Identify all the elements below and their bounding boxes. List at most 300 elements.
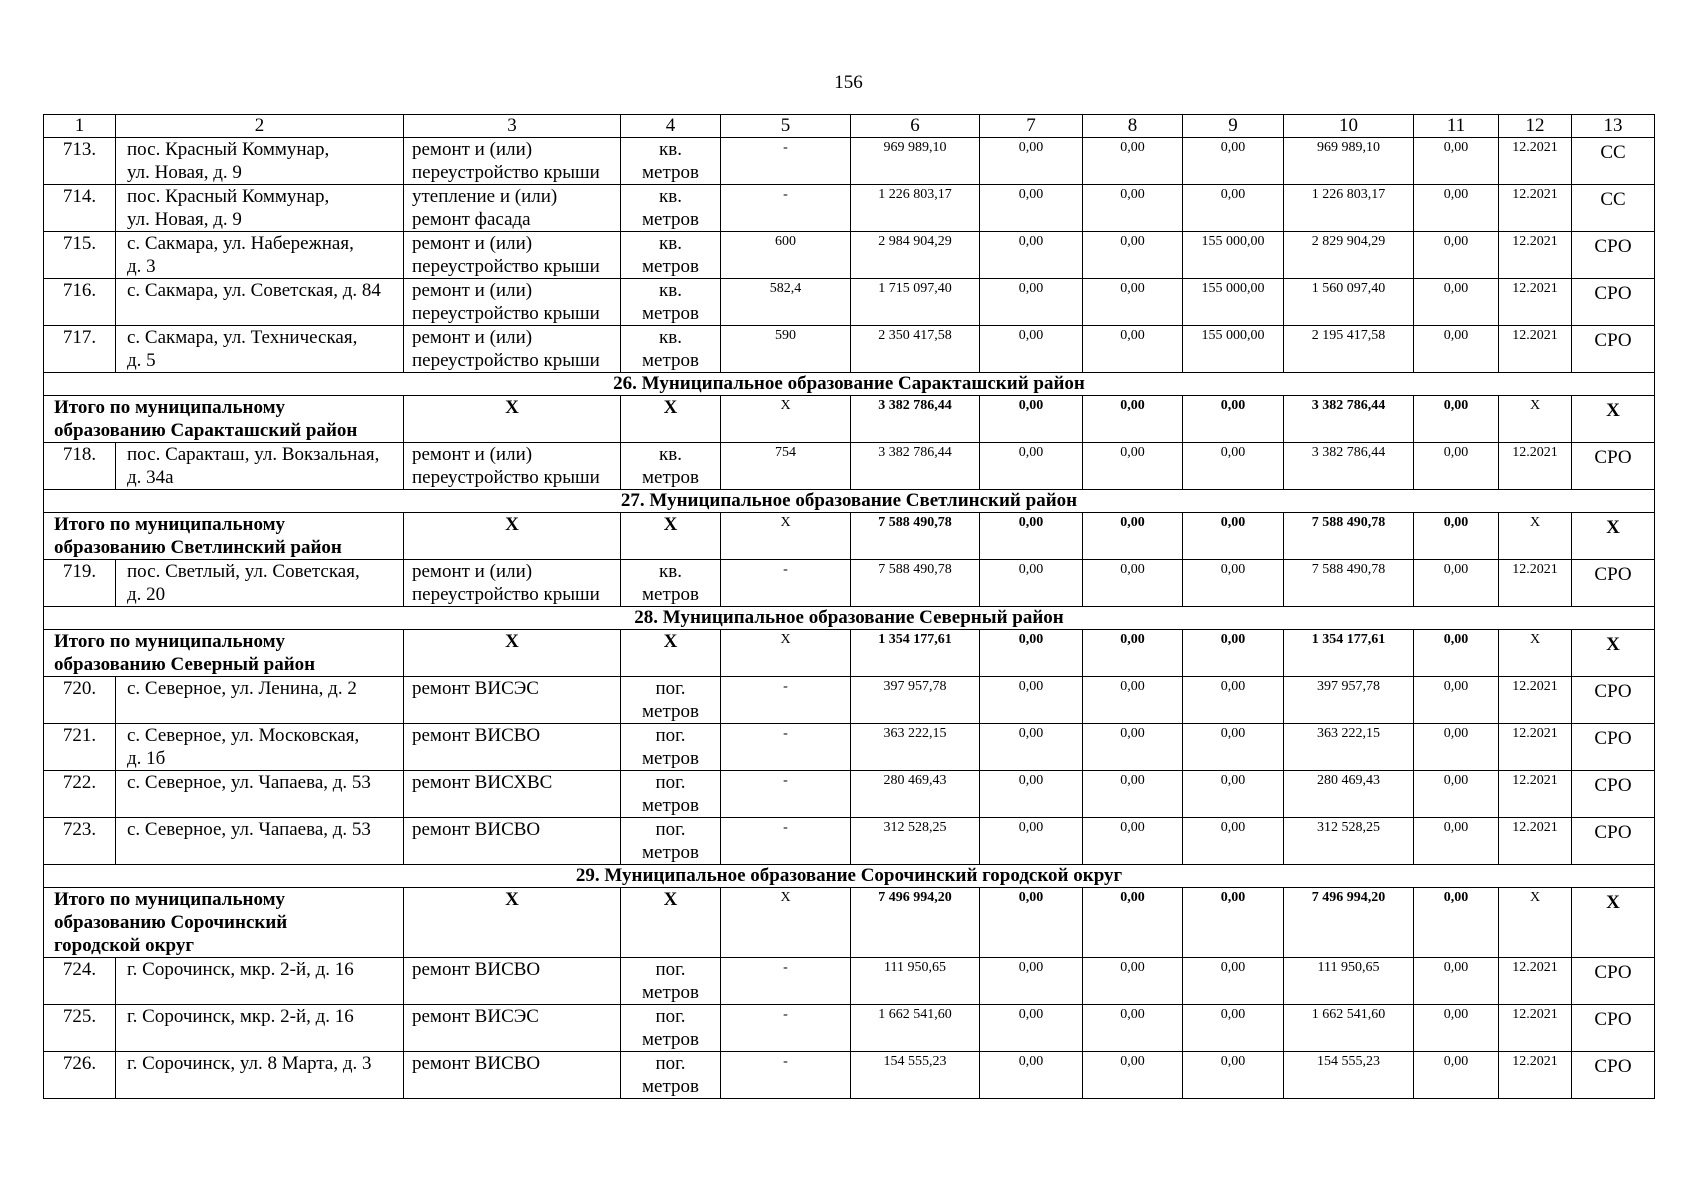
value-cell: 0,00: [980, 396, 1083, 443]
address-cell-line: с. Сакмара, ул. Набережная,: [127, 233, 354, 254]
value-cell: 12.2021: [1499, 326, 1572, 373]
value-cell: Х: [721, 888, 851, 958]
work-type-cell-line: [412, 1028, 620, 1051]
unit-cell-line: метров: [642, 209, 699, 230]
value-cell: 12.2021: [1499, 724, 1572, 771]
unit-cell-line: пог.: [655, 819, 686, 840]
value-cell: 0,00: [1414, 1052, 1499, 1099]
value-cell: Х: [1499, 630, 1572, 677]
value-cell: 7 588 490,78: [851, 560, 980, 607]
address-cell-line: пос. Красный Коммунар,: [127, 139, 330, 160]
value-cell: 0,00: [980, 232, 1083, 279]
unit-cell: [621, 958, 721, 1005]
work-type-cell-line: ремонт и (или): [412, 139, 533, 160]
unit-cell-line: кв.: [659, 139, 682, 160]
subtotal-x: Х: [1572, 396, 1655, 443]
unit-cell-line: метров: [642, 162, 699, 183]
subtotal-x: Х: [621, 888, 721, 958]
unit-cell: [621, 677, 721, 724]
work-type-cell: [404, 958, 621, 1005]
work-type-cell-line: ремонт и (или): [412, 280, 533, 301]
subtotal-x: Х: [621, 630, 721, 677]
work-type-cell-line: [412, 981, 620, 1004]
subtotal-row: [44, 396, 1655, 443]
table-row: [44, 279, 1655, 326]
unit-cell-line: метров: [642, 467, 699, 488]
contractor-cell: СРО: [1572, 232, 1655, 279]
unit-cell-line: пог.: [655, 1006, 686, 1027]
value-cell: 0,00: [1183, 888, 1284, 958]
address-cell-line: г. Сорочинск, мкр. 2-й, д. 16: [127, 1006, 354, 1027]
contractor-cell: СРО: [1572, 326, 1655, 373]
value-cell: 12.2021: [1499, 185, 1572, 232]
table-row: [44, 443, 1655, 490]
contractor-cell: СС: [1572, 185, 1655, 232]
table-row: [44, 326, 1655, 373]
subtotal-label-line: городской округ: [54, 935, 195, 956]
value-cell: 7 496 994,20: [1284, 888, 1414, 958]
column-header: 11: [1414, 115, 1499, 138]
value-cell: 12.2021: [1499, 1052, 1572, 1099]
value-cell: 0,00: [980, 513, 1083, 560]
address-cell-line: г. Сорочинск, мкр. 2-й, д. 16: [127, 959, 354, 980]
address-cell-line: д. 1б: [127, 748, 166, 769]
contractor-cell: СРО: [1572, 1005, 1655, 1052]
unit-cell-line: кв.: [659, 444, 682, 465]
work-type-cell-line: ремонт ВИСВО: [412, 1053, 541, 1074]
value-cell: 312 528,25: [851, 818, 980, 865]
work-type-cell-line: переустройство крыши: [412, 467, 600, 488]
value-cell: 1 226 803,17: [1284, 185, 1414, 232]
capital-repair-table: [43, 114, 1655, 1099]
column-header: 1: [44, 115, 116, 138]
value-cell: 0,00: [1083, 279, 1183, 326]
work-type-cell-line: переустройство крыши: [412, 584, 600, 605]
subtotal-label-line: образованию Светлинский район: [54, 537, 342, 558]
value-cell: 0,00: [980, 771, 1083, 818]
value-cell: 0,00: [1414, 677, 1499, 724]
unit-cell: [621, 1052, 721, 1099]
unit-cell: [621, 279, 721, 326]
work-type-cell: [404, 279, 621, 326]
column-header: 5: [721, 115, 851, 138]
value-cell: 0,00: [1414, 888, 1499, 958]
address-cell-line: [127, 302, 403, 325]
work-type-cell-line: ремонт ВИСВО: [412, 725, 541, 746]
value-cell: 12.2021: [1499, 279, 1572, 326]
work-type-cell-line: ремонт ВИСЭС: [412, 678, 539, 699]
value-cell: 0,00: [1414, 443, 1499, 490]
subtotal-label-line: образованию Северный район: [54, 654, 316, 675]
value-cell: 1 662 541,60: [1284, 1005, 1414, 1052]
unit-cell-line: метров: [642, 842, 699, 863]
value-cell: 0,00: [1414, 818, 1499, 865]
address-cell: [116, 232, 404, 279]
value-cell: 0,00: [1183, 138, 1284, 185]
address-cell-line: д. 3: [127, 256, 156, 277]
value-cell: 0,00: [1083, 396, 1183, 443]
subtotal-row: [44, 630, 1655, 677]
row-number: 713.: [44, 138, 116, 185]
value-cell: 0,00: [980, 443, 1083, 490]
value-cell: 0,00: [1083, 185, 1183, 232]
unit-cell-line: пог.: [655, 678, 686, 699]
work-type-cell-line: ремонт и (или): [412, 327, 533, 348]
value-cell: 2 350 417,58: [851, 326, 980, 373]
value-cell: 3 382 786,44: [851, 443, 980, 490]
unit-cell-line: пог.: [655, 959, 686, 980]
unit-cell-line: метров: [642, 350, 699, 371]
address-cell: [116, 771, 404, 818]
work-type-cell: [404, 771, 621, 818]
contractor-cell: СРО: [1572, 771, 1655, 818]
table-row: [44, 818, 1655, 865]
value-cell: 12.2021: [1499, 677, 1572, 724]
address-cell: [116, 138, 404, 185]
column-header: 9: [1183, 115, 1284, 138]
value-cell: 0,00: [1083, 771, 1183, 818]
value-cell: -: [721, 560, 851, 607]
unit-cell-line: пог.: [655, 1053, 686, 1074]
value-cell: 12.2021: [1499, 232, 1572, 279]
value-cell: 0,00: [1083, 1052, 1183, 1099]
value-cell: 0,00: [1183, 1005, 1284, 1052]
column-header: 6: [851, 115, 980, 138]
value-cell: Х: [1499, 888, 1572, 958]
value-cell: -: [721, 138, 851, 185]
unit-cell: [621, 560, 721, 607]
address-cell: [116, 818, 404, 865]
unit-cell-line: пог.: [655, 772, 686, 793]
value-cell: 154 555,23: [1284, 1052, 1414, 1099]
address-cell: [116, 560, 404, 607]
value-cell: 600: [721, 232, 851, 279]
value-cell: 0,00: [1183, 771, 1284, 818]
section-header-row: [44, 373, 1655, 396]
value-cell: 0,00: [980, 818, 1083, 865]
value-cell: 2 195 417,58: [1284, 326, 1414, 373]
column-header: 8: [1083, 115, 1183, 138]
value-cell: 0,00: [1183, 724, 1284, 771]
work-type-cell-line: переустройство крыши: [412, 303, 600, 324]
address-cell-line: с. Северное, ул. Чапаева, д. 53: [127, 772, 371, 793]
column-header: 4: [621, 115, 721, 138]
column-header: 2: [116, 115, 404, 138]
work-type-cell-line: переустройство крыши: [412, 350, 600, 371]
value-cell: 0,00: [1083, 138, 1183, 185]
work-type-cell: [404, 185, 621, 232]
value-cell: 0,00: [1083, 630, 1183, 677]
value-cell: 12.2021: [1499, 958, 1572, 1005]
work-type-cell: [404, 1052, 621, 1099]
value-cell: 0,00: [1083, 888, 1183, 958]
value-cell: 590: [721, 326, 851, 373]
value-cell: 0,00: [980, 1005, 1083, 1052]
value-cell: 0,00: [1183, 513, 1284, 560]
value-cell: 0,00: [980, 138, 1083, 185]
contractor-cell: СРО: [1572, 443, 1655, 490]
subtotal-label: [44, 630, 404, 677]
unit-cell-line: метров: [642, 1029, 699, 1050]
contractor-cell: СРО: [1572, 279, 1655, 326]
work-type-cell-line: [412, 747, 620, 770]
work-type-cell-line: ремонт и (или): [412, 233, 533, 254]
row-number: 721.: [44, 724, 116, 771]
value-cell: 0,00: [1414, 138, 1499, 185]
subtotal-label: [44, 513, 404, 560]
value-cell: Х: [1499, 513, 1572, 560]
value-cell: 0,00: [1183, 818, 1284, 865]
address-cell: [116, 677, 404, 724]
value-cell: -: [721, 958, 851, 1005]
value-cell: 0,00: [1083, 513, 1183, 560]
section-title: 28. Муниципальное образование Северный район: [44, 607, 1655, 630]
unit-cell: [621, 771, 721, 818]
address-cell-line: [127, 1028, 403, 1051]
value-cell: 0,00: [1414, 724, 1499, 771]
unit-cell-line: пог.: [655, 725, 686, 746]
work-type-cell-line: [412, 700, 620, 723]
value-cell: 3 382 786,44: [1284, 443, 1414, 490]
value-cell: 0,00: [1183, 630, 1284, 677]
value-cell: 0,00: [1083, 232, 1183, 279]
subtotal-label-line: образованию Саракташский район: [54, 420, 358, 441]
contractor-cell: СРО: [1572, 1052, 1655, 1099]
address-cell-line: [127, 981, 403, 1004]
contractor-cell: СРО: [1572, 560, 1655, 607]
value-cell: 3 382 786,44: [851, 396, 980, 443]
value-cell: 1 662 541,60: [851, 1005, 980, 1052]
table-row: [44, 1005, 1655, 1052]
row-number: 715.: [44, 232, 116, 279]
row-number: 722.: [44, 771, 116, 818]
value-cell: 0,00: [980, 1052, 1083, 1099]
row-number: 720.: [44, 677, 116, 724]
value-cell: -: [721, 677, 851, 724]
table-row: [44, 1052, 1655, 1099]
unit-cell: [621, 1005, 721, 1052]
value-cell: 0,00: [1183, 677, 1284, 724]
value-cell: 363 222,15: [851, 724, 980, 771]
subtotal-row: [44, 513, 1655, 560]
value-cell: 12.2021: [1499, 771, 1572, 818]
work-type-cell-line: ремонт и (или): [412, 444, 533, 465]
table-row: [44, 677, 1655, 724]
subtotal-row: [44, 888, 1655, 958]
address-cell-line: с. Сакмара, ул. Техническая,: [127, 327, 358, 348]
value-cell: Х: [721, 513, 851, 560]
value-cell: 754: [721, 443, 851, 490]
value-cell: 0,00: [1083, 724, 1183, 771]
unit-cell-line: метров: [642, 795, 699, 816]
contractor-cell: СРО: [1572, 818, 1655, 865]
value-cell: -: [721, 1052, 851, 1099]
value-cell: 1 226 803,17: [851, 185, 980, 232]
column-header: 13: [1572, 115, 1655, 138]
value-cell: 397 957,78: [1284, 677, 1414, 724]
value-cell: 7 588 490,78: [1284, 513, 1414, 560]
address-cell-line: д. 20: [127, 584, 166, 605]
work-type-cell-line: переустройство крыши: [412, 162, 600, 183]
table-row: [44, 771, 1655, 818]
address-cell: [116, 185, 404, 232]
section-title: 27. Муниципальное образование Светлинский район: [44, 490, 1655, 513]
value-cell: 0,00: [1414, 630, 1499, 677]
row-number: 723.: [44, 818, 116, 865]
work-type-cell: [404, 677, 621, 724]
value-cell: -: [721, 185, 851, 232]
address-cell-line: с. Сакмара, ул. Советская, д. 84: [127, 280, 381, 301]
value-cell: 1 354 177,61: [1284, 630, 1414, 677]
table-row: [44, 958, 1655, 1005]
value-cell: 0,00: [1183, 185, 1284, 232]
address-cell: [116, 1005, 404, 1052]
table-body: [44, 115, 1655, 1099]
subtotal-x: Х: [404, 888, 621, 958]
unit-cell: [621, 818, 721, 865]
row-number: 725.: [44, 1005, 116, 1052]
unit-cell-line: метров: [642, 748, 699, 769]
work-type-cell-line: ремонт ВИСЭС: [412, 1006, 539, 1027]
subtotal-label-line: образованию Сорочинский: [54, 912, 288, 933]
unit-cell-line: метров: [642, 303, 699, 324]
value-cell: 582,4: [721, 279, 851, 326]
address-cell: [116, 326, 404, 373]
value-cell: 312 528,25: [1284, 818, 1414, 865]
value-cell: 0,00: [1183, 396, 1284, 443]
section-title: 29. Муниципальное образование Сорочинский городской округ: [44, 865, 1655, 888]
value-cell: 7 496 994,20: [851, 888, 980, 958]
value-cell: 0,00: [1414, 560, 1499, 607]
address-cell: [116, 1052, 404, 1099]
work-type-cell: [404, 138, 621, 185]
value-cell: 12.2021: [1499, 1005, 1572, 1052]
work-type-cell-line: ремонт и (или): [412, 561, 533, 582]
section-header-row: [44, 607, 1655, 630]
work-type-cell-line: ремонт ВИСВО: [412, 819, 541, 840]
contractor-cell: СРО: [1572, 724, 1655, 771]
value-cell: 1 354 177,61: [851, 630, 980, 677]
unit-cell-line: кв.: [659, 561, 682, 582]
unit-cell-line: метров: [642, 256, 699, 277]
unit-cell: [621, 326, 721, 373]
subtotal-x: Х: [1572, 513, 1655, 560]
value-cell: 1 560 097,40: [1284, 279, 1414, 326]
value-cell: 12.2021: [1499, 818, 1572, 865]
work-type-cell-line: утепление и (или): [412, 186, 558, 207]
subtotal-label-line: Итого по муниципальному: [54, 514, 286, 535]
address-cell-line: с. Северное, ул. Ленина, д. 2: [127, 678, 357, 699]
value-cell: 0,00: [1183, 443, 1284, 490]
unit-cell-line: метров: [642, 584, 699, 605]
value-cell: 0,00: [1414, 396, 1499, 443]
unit-cell: [621, 232, 721, 279]
value-cell: 0,00: [1183, 958, 1284, 1005]
work-type-cell: [404, 724, 621, 771]
section-title: 26. Муниципальное образование Саракташский район: [44, 373, 1655, 396]
value-cell: -: [721, 771, 851, 818]
row-number: 719.: [44, 560, 116, 607]
work-type-cell-line: [412, 1075, 620, 1098]
value-cell: 0,00: [980, 185, 1083, 232]
work-type-cell-line: [412, 794, 620, 817]
value-cell: -: [721, 724, 851, 771]
address-cell-line: д. 34а: [127, 467, 174, 488]
row-number: 726.: [44, 1052, 116, 1099]
value-cell: 155 000,00: [1183, 232, 1284, 279]
subtotal-x: Х: [1572, 630, 1655, 677]
value-cell: 0,00: [1083, 958, 1183, 1005]
address-cell-line: с. Северное, ул. Московская,: [127, 725, 360, 746]
work-type-cell: [404, 818, 621, 865]
value-cell: 0,00: [1183, 560, 1284, 607]
value-cell: Х: [721, 396, 851, 443]
address-cell: [116, 443, 404, 490]
value-cell: 154 555,23: [851, 1052, 980, 1099]
value-cell: 969 989,10: [1284, 138, 1414, 185]
subtotal-label: [44, 888, 404, 958]
value-cell: 0,00: [1083, 677, 1183, 724]
value-cell: 0,00: [1414, 771, 1499, 818]
value-cell: 0,00: [1414, 279, 1499, 326]
contractor-cell: СС: [1572, 138, 1655, 185]
address-cell: [116, 724, 404, 771]
value-cell: Х: [721, 630, 851, 677]
value-cell: 2 984 904,29: [851, 232, 980, 279]
subtotal-x: Х: [404, 513, 621, 560]
unit-cell: [621, 724, 721, 771]
table-row: [44, 185, 1655, 232]
column-header: 3: [404, 115, 621, 138]
value-cell: 3 382 786,44: [1284, 396, 1414, 443]
address-cell-line: ул. Новая, д. 9: [127, 162, 242, 183]
value-cell: 0,00: [1414, 958, 1499, 1005]
work-type-cell-line: ремонт ВИСХВС: [412, 772, 553, 793]
table-row: [44, 232, 1655, 279]
value-cell: 0,00: [980, 326, 1083, 373]
subtotal-x: Х: [404, 630, 621, 677]
value-cell: 280 469,43: [1284, 771, 1414, 818]
address-cell: [116, 279, 404, 326]
address-cell-line: пос. Светлый, ул. Советская,: [127, 561, 360, 582]
value-cell: 12.2021: [1499, 443, 1572, 490]
table-row: [44, 138, 1655, 185]
address-cell-line: пос. Красный Коммунар,: [127, 186, 330, 207]
row-number: 718.: [44, 443, 116, 490]
unit-cell-line: метров: [642, 1076, 699, 1097]
work-type-cell: [404, 326, 621, 373]
value-cell: 280 469,43: [851, 771, 980, 818]
value-cell: 0,00: [980, 279, 1083, 326]
table-row: [44, 560, 1655, 607]
value-cell: 7 588 490,78: [1284, 560, 1414, 607]
address-cell-line: г. Сорочинск, ул. 8 Марта, д. 3: [127, 1053, 372, 1074]
column-header: 7: [980, 115, 1083, 138]
table-row: [44, 724, 1655, 771]
value-cell: 155 000,00: [1183, 279, 1284, 326]
work-type-cell-line: ремонт ВИСВО: [412, 959, 541, 980]
value-cell: 1 715 097,40: [851, 279, 980, 326]
value-cell: 0,00: [1183, 1052, 1284, 1099]
value-cell: 0,00: [980, 958, 1083, 1005]
value-cell: 397 957,78: [851, 677, 980, 724]
value-cell: 0,00: [1083, 818, 1183, 865]
work-type-cell-line: ремонт фасада: [412, 209, 531, 230]
value-cell: 969 989,10: [851, 138, 980, 185]
column-header: 12: [1499, 115, 1572, 138]
value-cell: 0,00: [1414, 185, 1499, 232]
value-cell: 0,00: [1414, 232, 1499, 279]
